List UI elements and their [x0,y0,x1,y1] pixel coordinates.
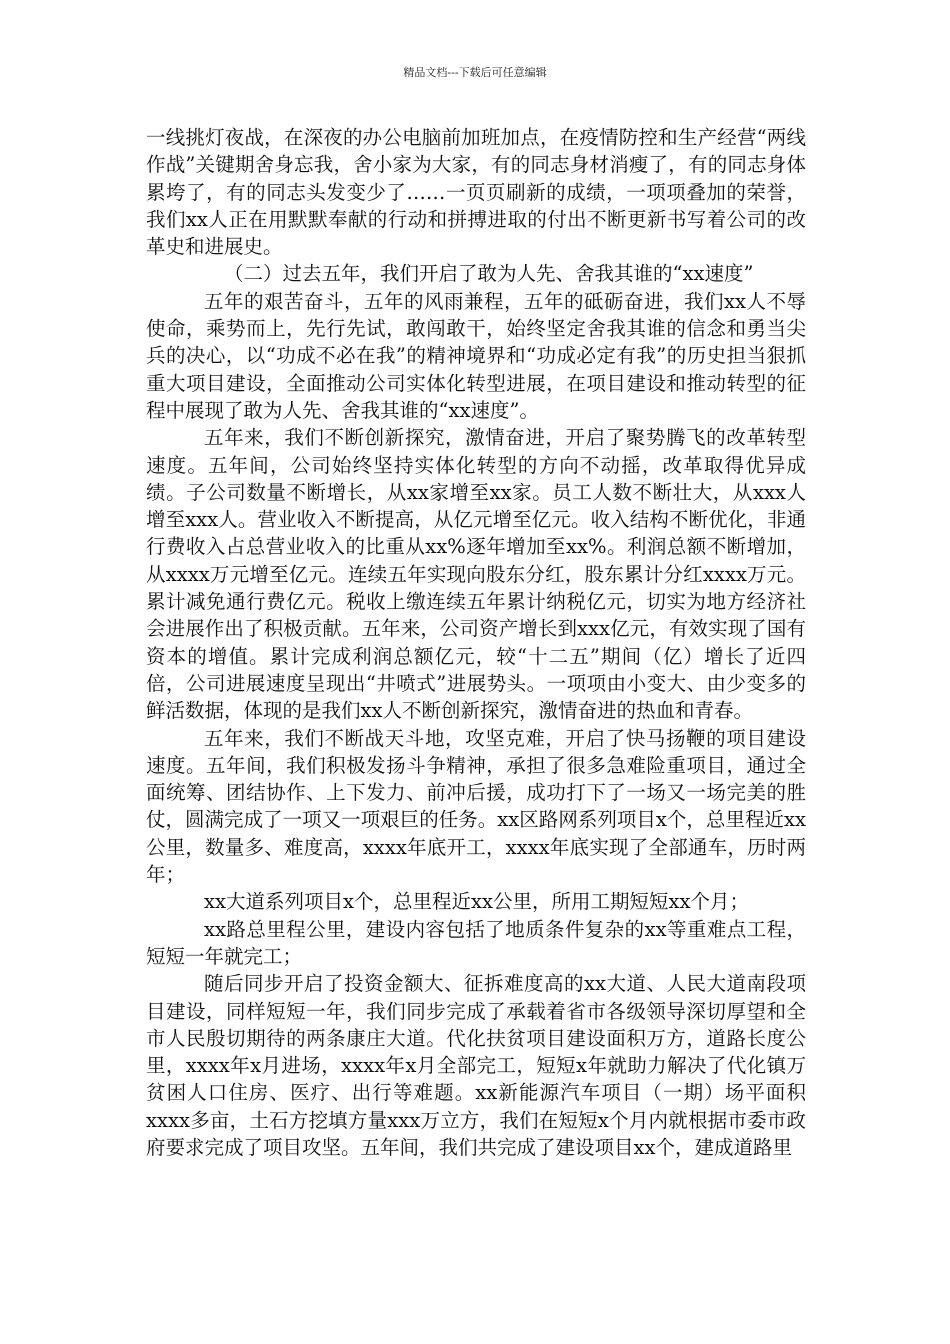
paragraph-1: 一线挑灯夜战，在深夜的办公电脑前加班加点，在疫情防控和生产经营“两线作战”关键期舍身忘我，舍小家为大家，有的同志身材消瘦了，有的同志身体累垮了，有的同志头发变少了……一页页刷新的成绩，一项项叠加的荣誉，我们xx人正在用默默奉献的行动和拼搏进取的付出不断更新书写着公司的改革史和进展史。 [146,126,806,259]
paragraph-6: xx大道系列项目x个，总里程近xx公里，所用工期短短xx个月； [204,890,749,914]
paragraph-4: 五年来，我们不断创新探究，激情奋进，开启了聚势腾飞的改革转型速度。五年间，公司始终坚持实体化转型的方向不动摇，改革取得优异成绩。子公司数量不断增长，从xx家增至xx家。员工人数不断壮大，从xxx人增至xxx人。营业收入不断提高，从亿元增至亿元。收入结构不断优化，非通行费收入占总营业收入的比重从xx%逐年增加至xx%。利润总额不断增加，从xxxx万元增至亿元。连续五年实现向股东分红，股东累计分红xxxx万元。累计减免通行费亿元。税收上缴连续五年累计纳税亿元，切实为地方经济社会进展作出了积极贡献。五年来，公司资产增长到xxx亿元，有效实现了国有资本的增值。累计完成利润总额亿元，较“十二五”期间（亿）增长了近四倍，公司进展速度呈现出“井喷式”进展势头。一项项由小变大、由少变多的鲜活数据，体现的是我们xx人不断创新探究，激情奋进的热血和青春。 [146,426,806,723]
paragraph-8: 随后同步开启了投资金额大、征拆难度高的xx大道、人民大道南段项目建设，同样短短一年，我们同步完成了承载着省市各级领导深切厚望和全市人民殷切期待的两条康庄大道。代化扶贫项目建设面积万方，道路长度公里，xxxx年x月进场，xxxx年x月全部完工，短短x年就助力解决了代化镇万贫困人口住房、医疗、出行等难题。xx新能源汽车项目（一期）场平面积xxxx多亩，土石方挖填方量xxx万立方，我们在短短x个月内就根据市委市政府要求完成了项目攻坚。五年间，我们共完成了建设项目xx个，建成道路里 [146,972,806,1159]
section-heading: （二）过去五年，我们开启了敢为人先、舍我其谁的“xx速度” [224,262,754,286]
body-text [146,124,806,1161]
page-header: 精品文档---下载后可任意编辑 [403,66,547,79]
paragraph-5: 五年来，我们不断战天斗地，攻坚克难，开启了快马扬鞭的项目建设速度。五年间，我们积极发扬斗争精神，承担了很多急难险重项目，通过全面统筹、团结协作、上下发力、前冲后援，成功打下了一场又一场完美的胜仗，圆满完成了一项又一项艰巨的任务。xx区路网系列项目x个，总里程近xx公里，数量多、难度高，xxxx年底开工，xxxx年底实现了全部通车，历时两年； [146,726,806,887]
paragraph-7: xx路总里程公里，建设内容包括了地质条件复杂的xx等重难点工程，短短一年就完工； [146,917,806,968]
paragraph-3: 五年的艰苦奋斗，五年的风雨兼程，五年的砥砺奋进，我们xx人不辱使命，乘势而上，先行先试，敢闯敢干，始终坚定舍我其谁的信念和勇当尖兵的决心，以“功成不必在我”的精神境界和“功成必定有我”的历史担当狠抓重大项目建设，全面推动公司实体化转型进展，在项目建设和推动转型的征程中展现了敢为人先、舍我其谁的“xx速度”。 [146,289,806,422]
